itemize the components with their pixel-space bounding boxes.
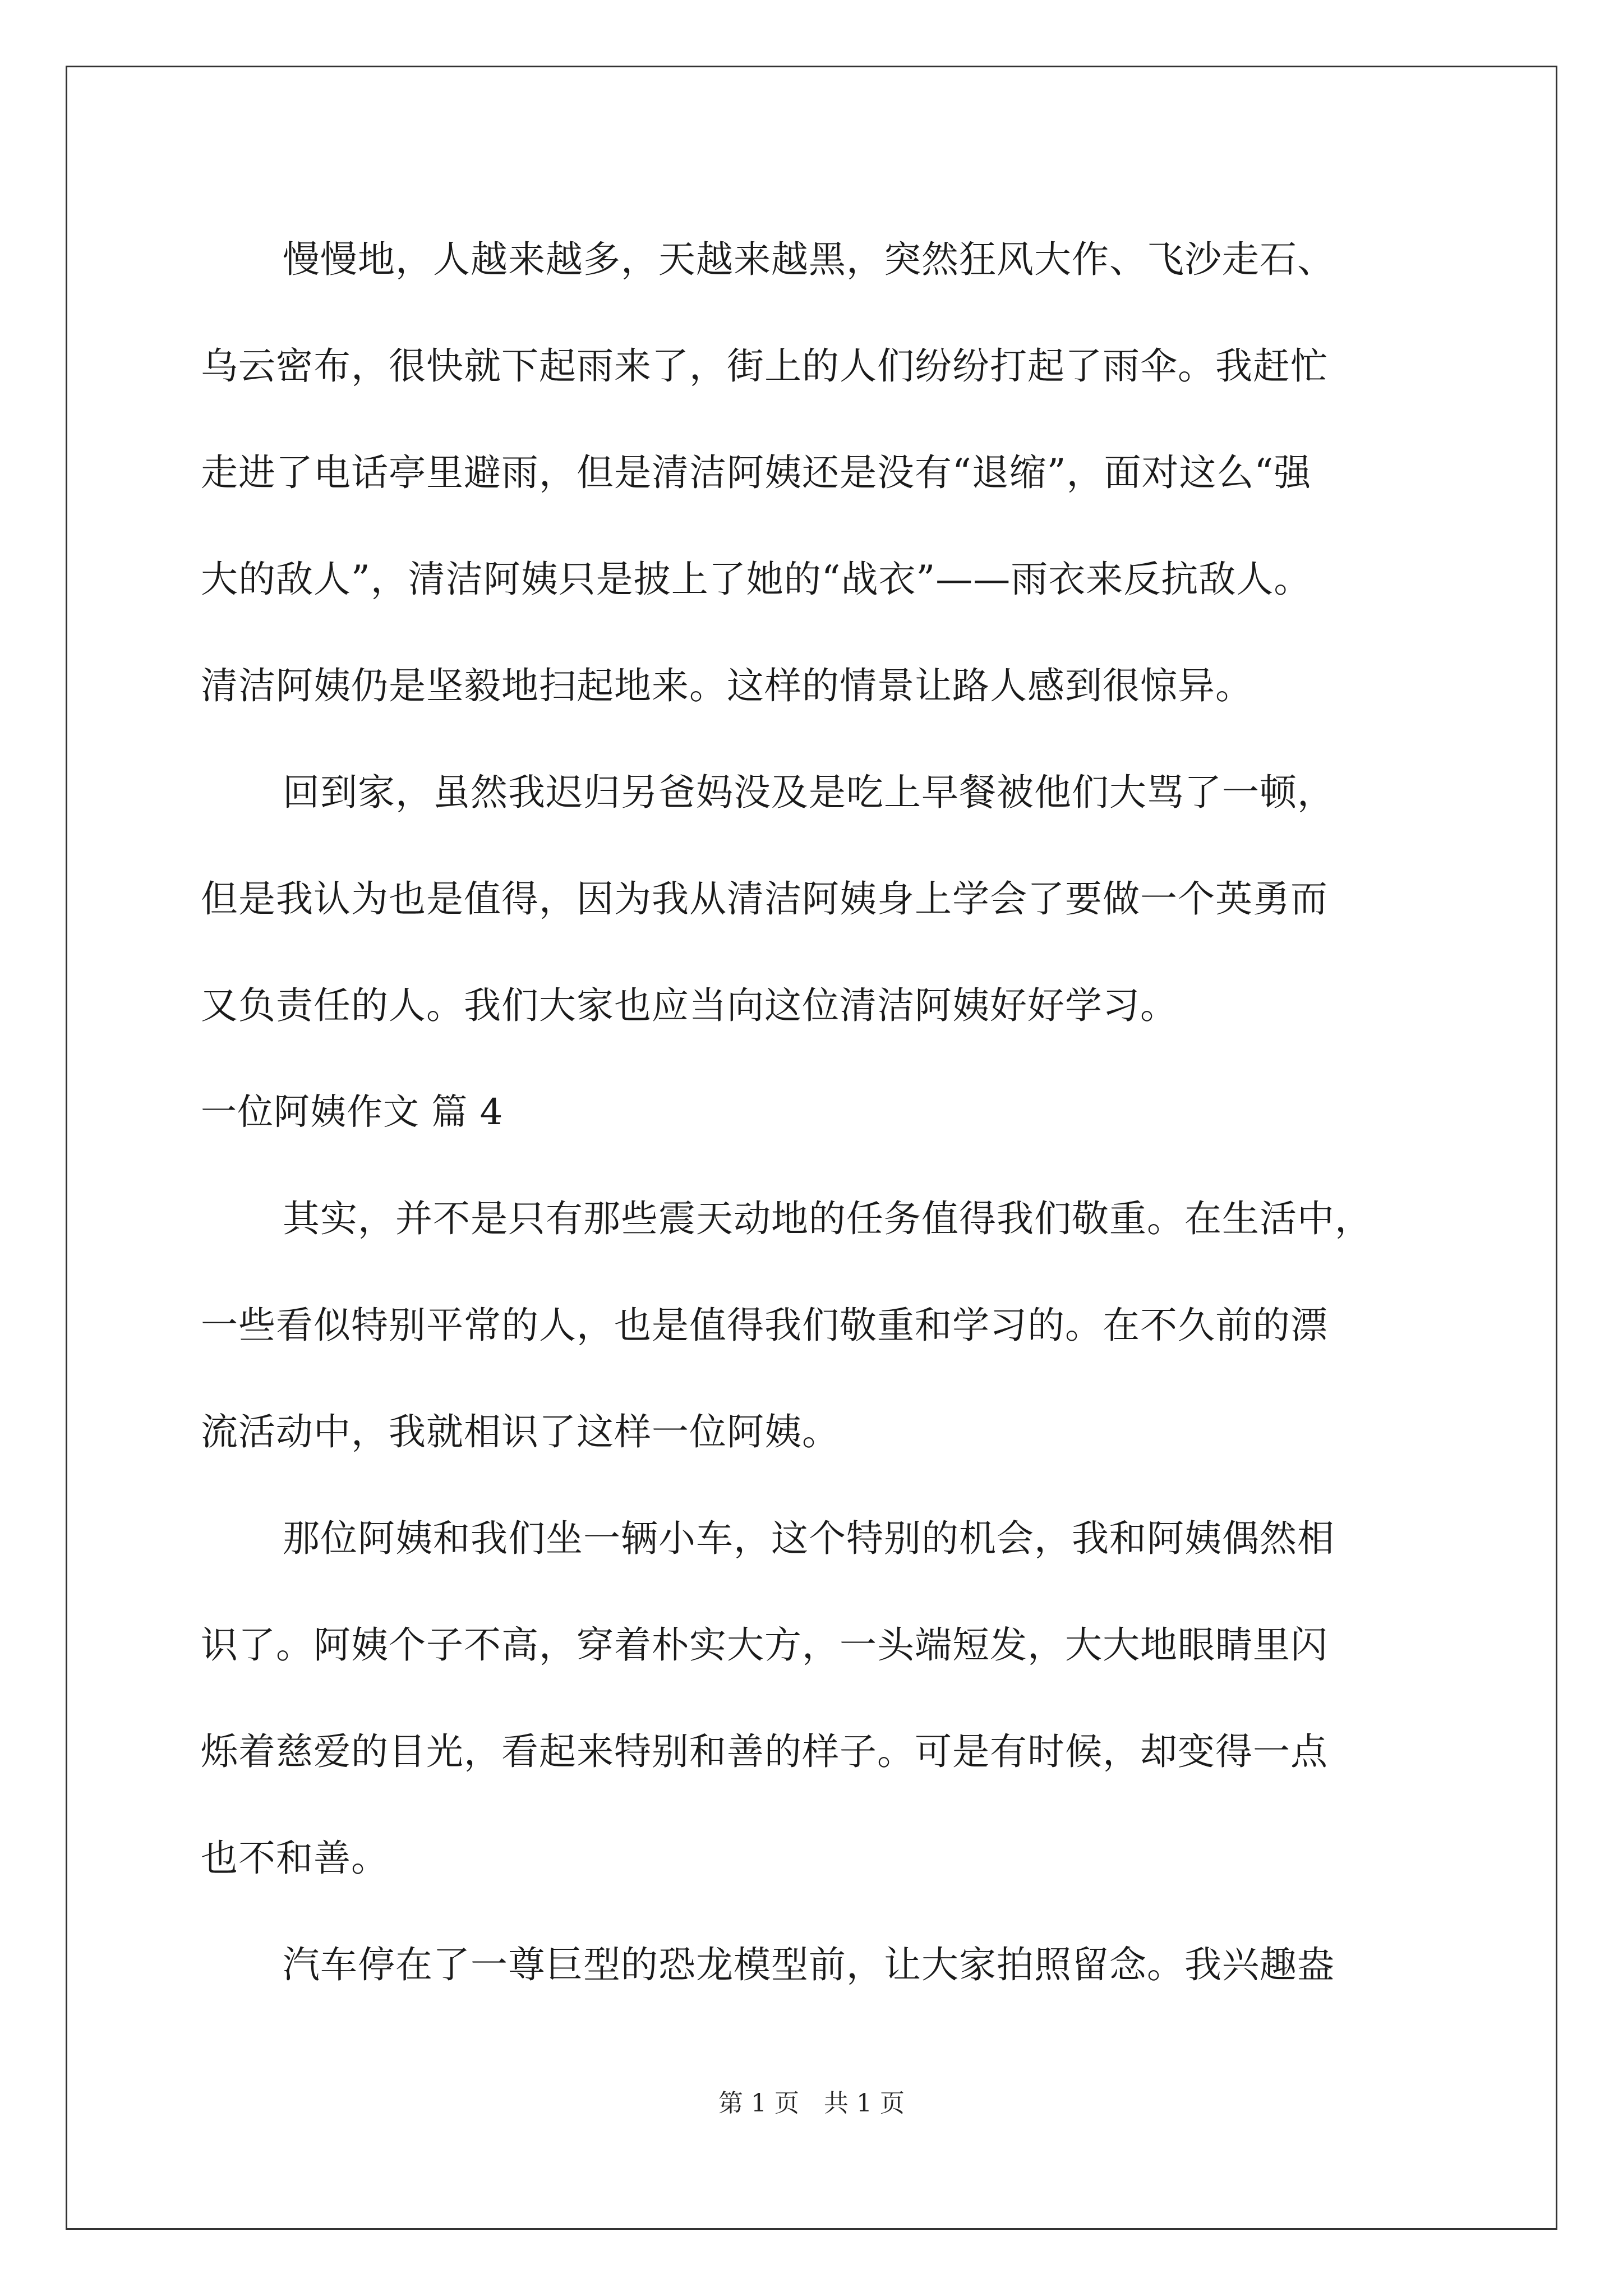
section-heading: 一位阿姨作文 篇 4 bbox=[201, 1092, 504, 1133]
document-body bbox=[201, 206, 1479, 2018]
text-line: 乌云密布，很快就下起雨来了，街上的人们纷纷打起了雨伞。我赶忙 bbox=[201, 344, 1328, 388]
text-line: 清洁阿姨仍是坚毅地扫起地来。这样的情景让路人感到很惊异。 bbox=[201, 664, 1253, 707]
text-line: 又负责任的人。我们大家也应当向这位清洁阿姨好好学习。 bbox=[201, 984, 1178, 1027]
text-line: 走进了电话亭里避雨，但是清洁阿姨还是没有“退缩”，面对这么“强 bbox=[201, 451, 1312, 494]
text-line: 慢慢地，人越来越多，天越来越黑，突然狂风大作、飞沙走石、 bbox=[283, 238, 1335, 281]
text-line: 其实，并不是只有那些震天动地的任务值得我们敬重。在生活中， bbox=[283, 1197, 1372, 1240]
text-line: 一些看似特别平常的人，也是值得我们敬重和学习的。在不久前的漂 bbox=[201, 1304, 1328, 1347]
text-line: 识了。阿姨个子不高，穿着朴实大方，一头端短发，大大地眼睛里闪 bbox=[201, 1623, 1328, 1667]
text-line: 也不和善。 bbox=[201, 1837, 389, 1880]
text-line: 那位阿姨和我们坐一辆小车，这个特别的机会，我和阿姨偶然相 bbox=[283, 1517, 1335, 1560]
text-line: 烁着慈爱的目光，看起来特别和善的样子。可是有时候，却变得一点 bbox=[201, 1730, 1328, 1773]
text-line: 大的敌人”，清洁阿姨只是披上了她的“战衣”——雨衣来反抗敌人。 bbox=[201, 558, 1312, 601]
text-line: 回到家，虽然我迟归另爸妈没及是吃上早餐被他们大骂了一顿， bbox=[283, 771, 1335, 814]
page-footer: 第 1 页 共 1 页 bbox=[718, 2089, 905, 2118]
text-line: 汽车停在了一尊巨型的恐龙模型前，让大家拍照留念。我兴趣盎 bbox=[283, 1943, 1335, 1986]
text-line: 但是我认为也是值得，因为我从清洁阿姨身上学会了要做一个英勇而 bbox=[201, 877, 1328, 921]
text-line: 流活动中，我就相识了这样一位阿姨。 bbox=[201, 1410, 840, 1453]
